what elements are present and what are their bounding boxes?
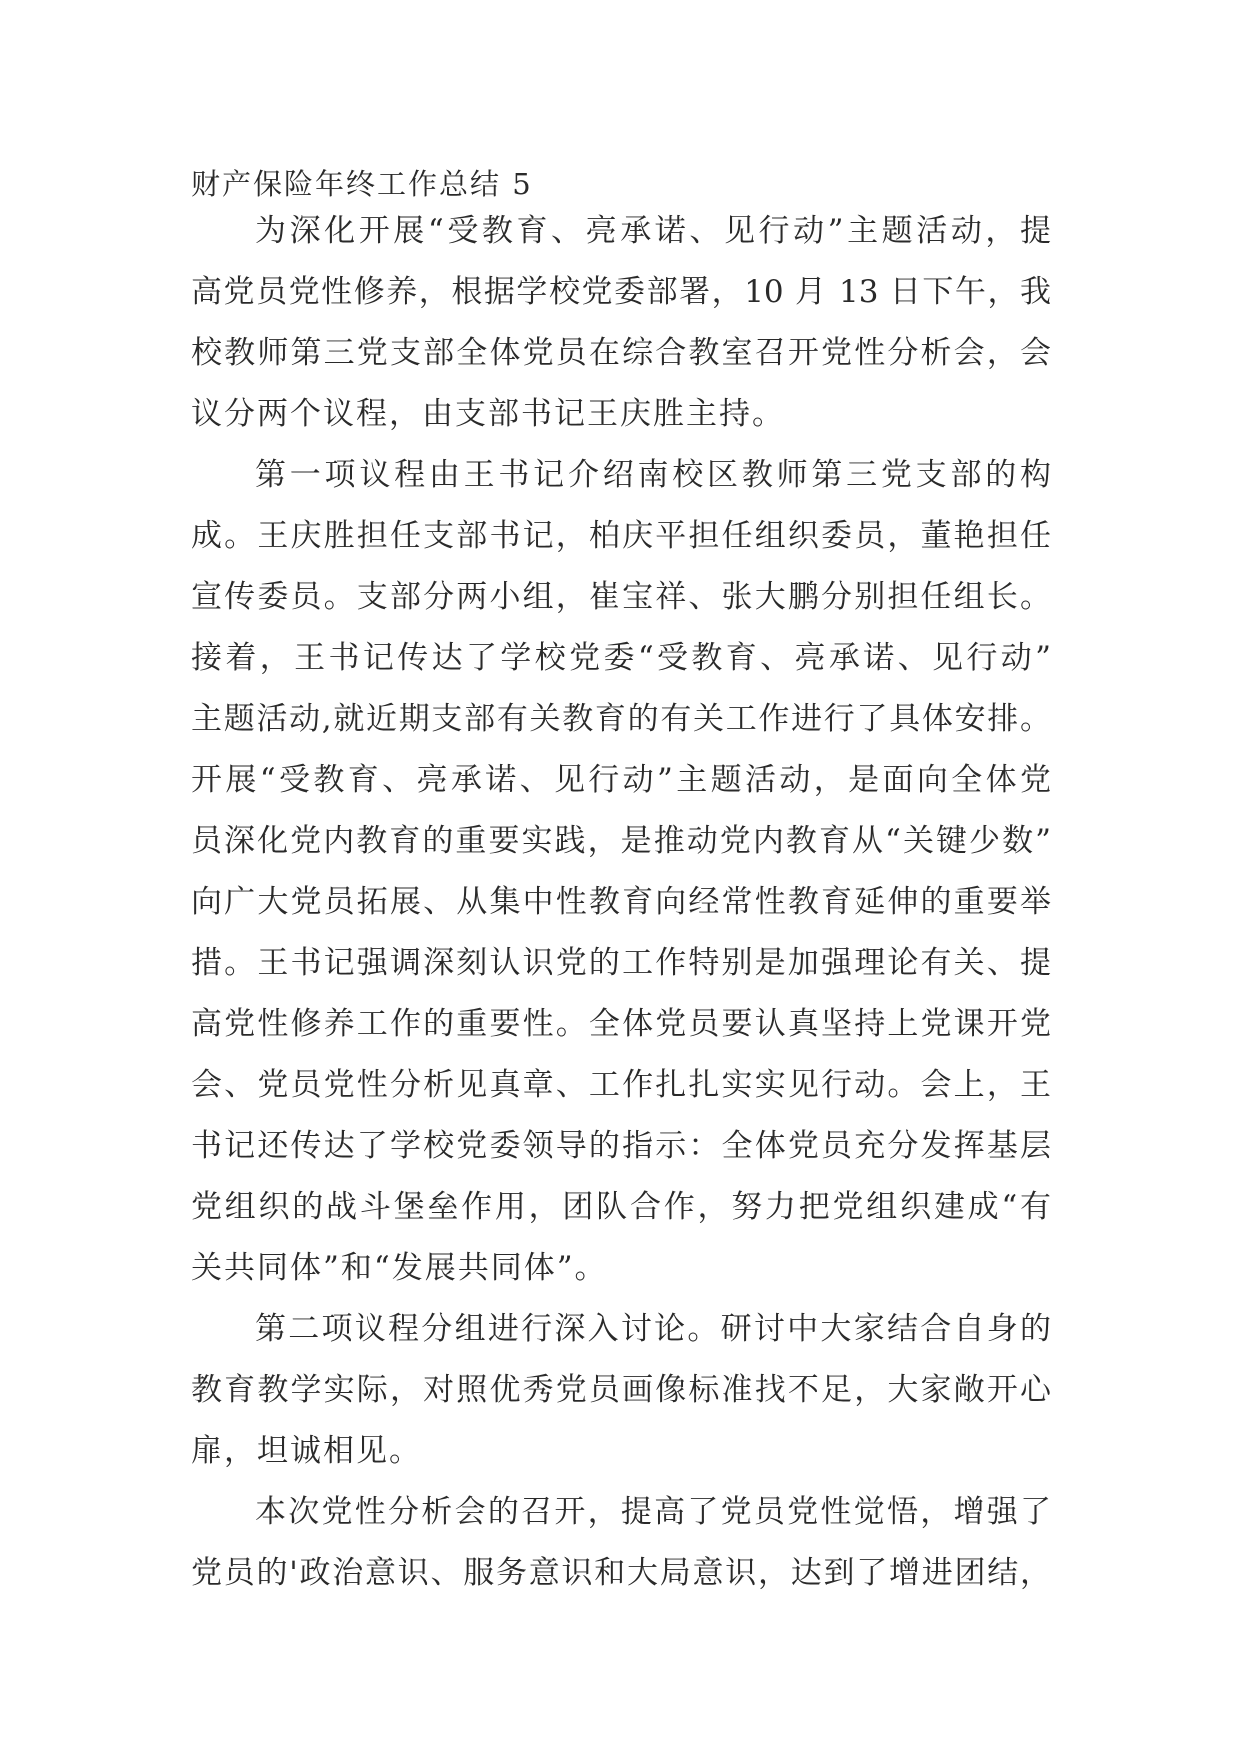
text-line: 主题活动,就近期支部有关教育的有关工作进行了具体安排。: [191, 701, 1051, 737]
paragraph-1: [191, 201, 1051, 445]
text-line: 书记还传达了学校党委领导的指示：全体党员充分发挥基层: [191, 1128, 1051, 1164]
text-line: 高党员党性修养，根据学校党委部署，10 月 13 日下午，我: [191, 274, 1051, 310]
paragraph-3: [191, 1299, 1051, 1482]
text-line: 校教师第三党支部全体党员在综合教室召开党性分析会，会: [191, 335, 1051, 371]
text-line: 成。王庆胜担任支部书记，柏庆平担任组织委员，董艳担任: [191, 518, 1051, 554]
text-line: 第二项议程分组进行深入讨论。研讨中大家结合自身的: [255, 1311, 1051, 1347]
text-line: 为深化开展“受教育、亮承诺、见行动”主题活动，提: [255, 213, 1051, 249]
paragraph-2: [191, 445, 1051, 1299]
text-line: 第一项议程由王书记介绍南校区教师第三党支部的构: [255, 457, 1051, 493]
paragraph-4: [191, 1482, 1051, 1604]
text-line: 接着，王书记传达了学校党委“受教育、亮承诺、见行动”: [191, 640, 1051, 676]
text-line: 议分两个议程，由支部书记王庆胜主持。: [191, 396, 785, 432]
text-line: 教育教学实际，对照优秀党员画像标准找不足，大家敞开心: [191, 1372, 1051, 1408]
text-line: 开展“受教育、亮承诺、见行动”主题活动，是面向全体党: [191, 762, 1051, 798]
text-line: 会、党员党性分析见真章、工作扎扎实实见行动。会上，王: [191, 1067, 1051, 1103]
text-line: 高党性修养工作的重要性。全体党员要认真坚持上党课开党: [191, 1006, 1051, 1042]
text-line: 宣传委员。支部分两小组，崔宝祥、张大鹏分别担任组长。: [191, 579, 1051, 615]
text-line: 党组织的战斗堡垒作用，团队合作，努力把党组织建成“有: [191, 1189, 1051, 1225]
text-line: 党员的'政治意识、服务意识和大局意识，达到了增进团结，: [191, 1555, 1051, 1591]
text-line: 措。王书记强调深刻认识党的工作特别是加强理论有关、提: [191, 945, 1051, 981]
text-line: 关共同体”和“发展共同体”。: [191, 1250, 608, 1286]
text-line: 向广大党员拓展、从集中性教育向经常性教育延伸的重要举: [191, 884, 1051, 920]
text-line: 本次党性分析会的召开，提高了党员党性觉悟，增强了: [255, 1494, 1051, 1530]
document-title: 财产保险年终工作总结 5: [191, 167, 533, 201]
text-line: 扉，坦诚相见。: [191, 1433, 422, 1469]
text-line: 员深化党内教育的重要实践，是推动党内教育从“关键少数”: [191, 823, 1051, 859]
